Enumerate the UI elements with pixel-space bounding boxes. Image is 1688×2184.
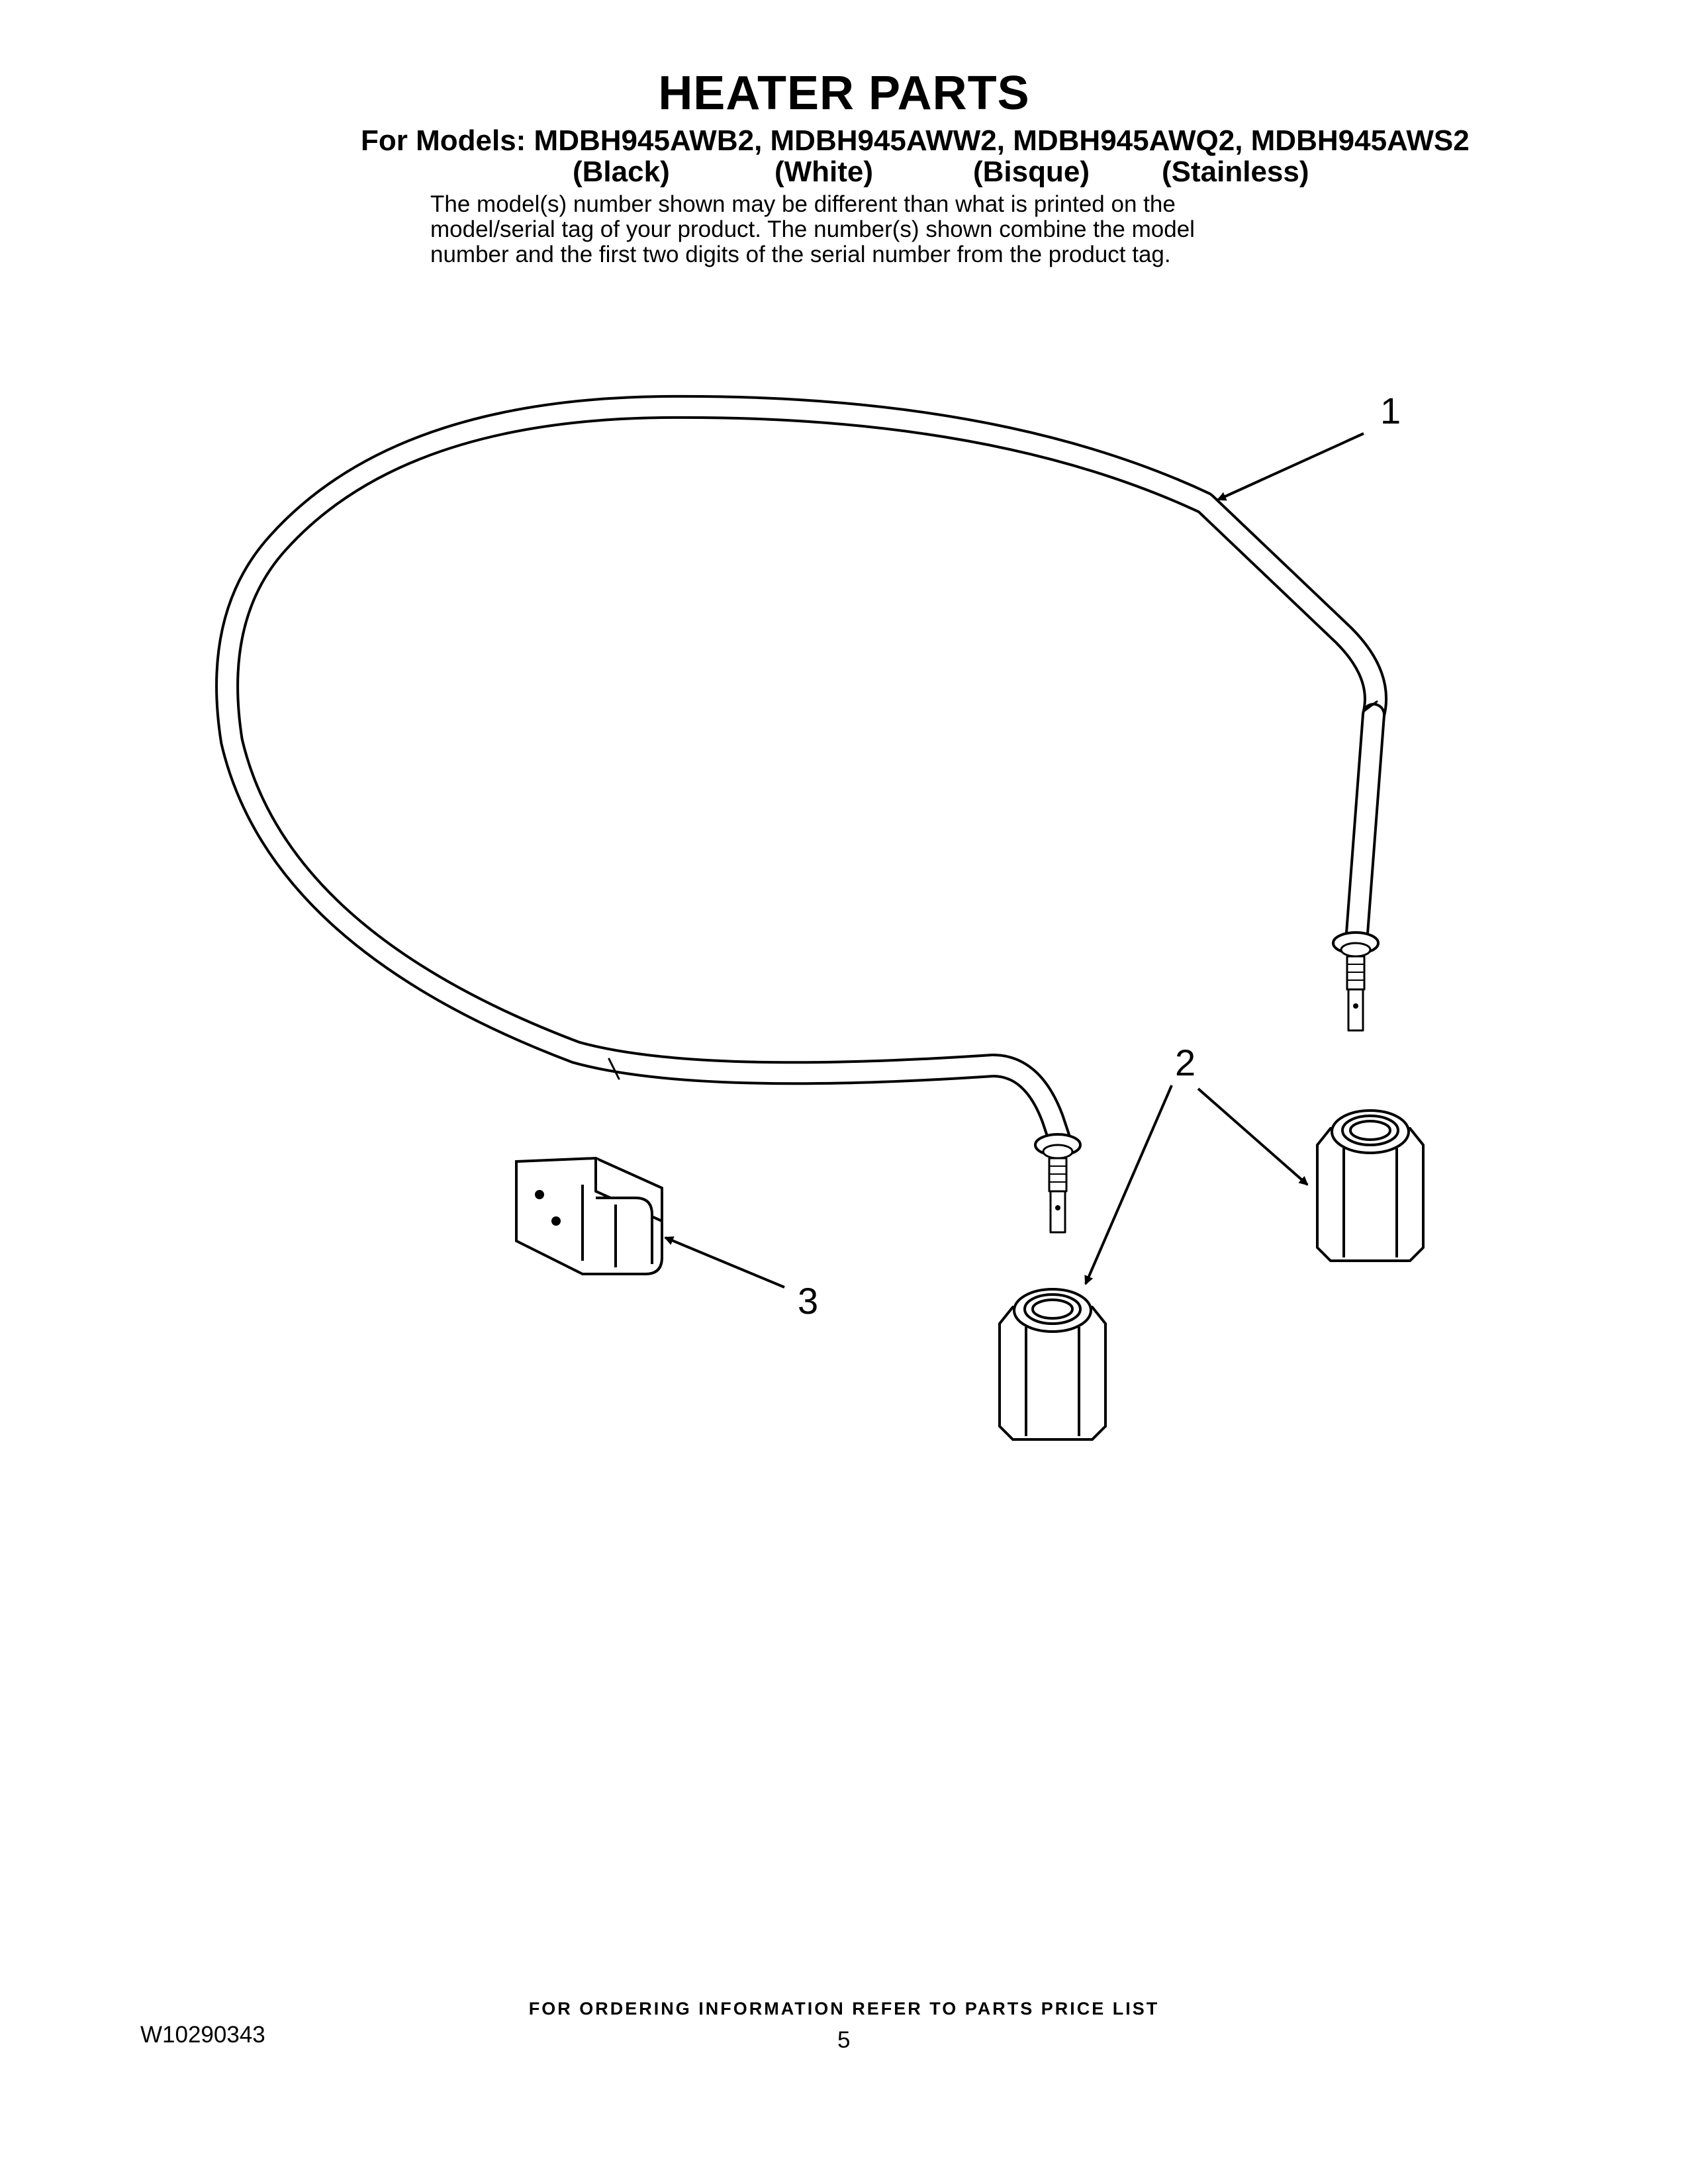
color-label-bisque: (Bisque)	[973, 156, 1090, 188]
leader-line-2a	[1198, 1089, 1307, 1185]
document-number: W10290343	[140, 2022, 265, 2048]
page-title: HEATER PARTS	[658, 67, 1030, 120]
callout-1: 1	[1380, 390, 1401, 432]
disclaimer-line: number and the first two digits of the serial number from the product tag.	[430, 242, 1171, 267]
color-label-white: (White)	[774, 156, 874, 188]
color-label-stainless: (Stainless)	[1162, 156, 1309, 188]
callout-3: 3	[798, 1280, 819, 1322]
hex-nut	[1000, 1289, 1105, 1439]
ordering-note: FOR ORDERING INFORMATION REFER TO PARTS PRICE LIST	[528, 1999, 1160, 2019]
heater-clip	[516, 1158, 662, 1274]
hex-nut	[1317, 1111, 1423, 1261]
disclaimer-line: The model(s) number shown may be different than what is printed on the	[430, 191, 1176, 217]
color-label-black: (Black)	[573, 156, 670, 188]
models-line: For Models: MDBH945AWB2, MDBH945AWW2, MDBH945AWQ2, MDBH945AWS2	[361, 124, 1470, 157]
leader-line-2b	[1086, 1085, 1172, 1284]
heater-element	[227, 407, 1378, 1232]
page-number: 5	[837, 2027, 851, 2053]
callout-2: 2	[1175, 1042, 1196, 1083]
leader-line-3	[665, 1238, 784, 1287]
leader-line-1	[1218, 433, 1364, 500]
disclaimer-line: model/serial tag of your product. The number(s) shown combine the model	[430, 216, 1195, 242]
